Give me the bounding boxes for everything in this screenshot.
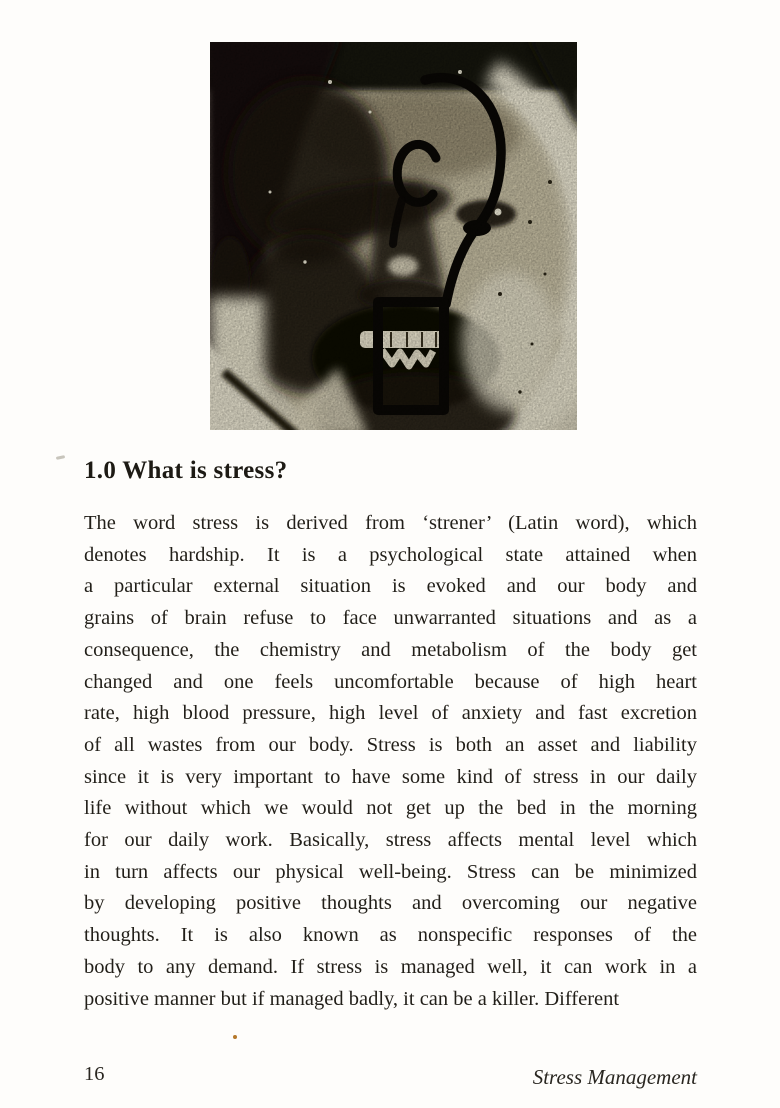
text-line: a particular external situation is evoked and our body and [84, 575, 697, 598]
text-line: grains of brain refuse to face unwarranted situations and as a [84, 607, 697, 630]
text-line: The word stress is derived from ‘strener’ (Latin word), which [84, 512, 697, 534]
text-line: consequence, the chemistry and metabolism of the body get [84, 638, 697, 661]
text-line: thoughts. It is also known as nonspecific responses of the [84, 924, 697, 947]
running-title: Stress Management [532, 1065, 697, 1089]
text-line: life without which we would not get up the bed in the morning [84, 797, 697, 820]
chapter-heading: 1.0 What is stress? [84, 456, 288, 484]
body-paragraph [84, 508, 697, 1015]
text-line: changed and one feels uncomfortable because of high heart [84, 670, 697, 693]
text-line: rate, high blood pressure, high level of anxiety and fast excretion [84, 702, 697, 725]
stressed-face-question-mark-photo [210, 42, 577, 430]
text-line: by developing positive thoughts and overcoming our negative [84, 892, 697, 915]
figure [210, 42, 577, 430]
text-line: body to any demand. If stress is managed well, it can work in a [84, 955, 697, 978]
print-artifact-dash [56, 455, 65, 460]
text-line: for our daily work. Basically, stress affects mental level which [84, 829, 697, 852]
ink-speck-dot [233, 1035, 237, 1039]
text-line: in turn affects our physical well-being. Stress can be minimized [84, 860, 697, 883]
text-line: denotes hardship. It is a psychological state attained when [84, 543, 697, 566]
text-line: since it is very important to have some kind of stress in our daily [84, 765, 697, 788]
text-line: positive manner but if managed badly, it can be a killer. Different [84, 987, 620, 1010]
page-number: 16 [84, 1063, 105, 1085]
text-line: of all wastes from our body. Stress is both an asset and liability [84, 733, 697, 756]
